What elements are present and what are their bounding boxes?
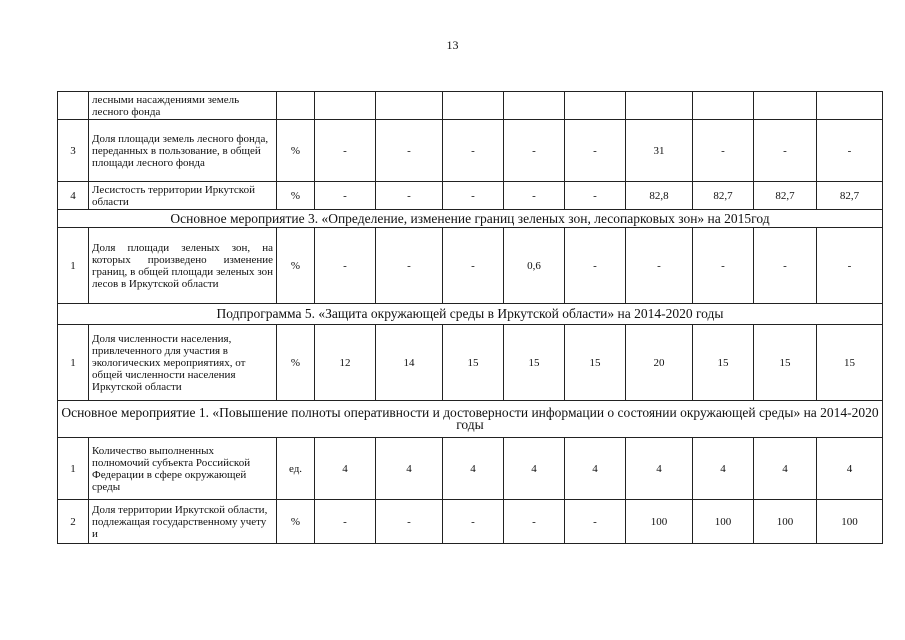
value-cell: 100 [817,500,883,544]
value-cell: 4 [754,438,817,500]
table-row [58,228,883,304]
indicator-name: Лесистость территории Иркутской области [89,182,277,210]
value-cell [693,92,754,120]
value-cell: 0,6 [504,228,565,304]
table-row [58,120,883,182]
value-cell: 15 [817,325,883,401]
value-cell [565,92,626,120]
indicator-name: Количество выполненных полномочий субъекта Российской Федерации в сфере окружающей среды [89,438,277,500]
page-number: 13 [446,38,459,52]
value-cell: - [315,228,376,304]
value-cell: 4 [443,438,504,500]
value-cell: - [443,120,504,182]
indicator-name: Доля площади земель лесного фонда, переданных в пользование, в общей площади лесного фонда [89,120,277,182]
unit-cell: % [277,325,315,401]
value-cell: 4 [626,438,693,500]
value-cell [443,92,504,120]
value-cell: 12 [315,325,376,401]
section-title: Основное мероприятие 3. «Определение, изменение границ зеленых зон, лесопарковых зон» на 2015год [58,210,883,228]
row-number: 2 [58,500,89,544]
value-cell [754,92,817,120]
value-cell: - [315,182,376,210]
value-cell: - [504,182,565,210]
value-cell [626,92,693,120]
value-cell: - [376,120,443,182]
value-cell: 4 [315,438,376,500]
table-row [58,325,883,401]
value-cell: 15 [693,325,754,401]
value-cell: - [376,182,443,210]
section-title: Основное мероприятие 1. «Повышение полноты оперативности и достоверности информации о состоянии окружающей среды» на 2014-2020 годы [58,401,883,438]
value-cell [817,92,883,120]
value-cell: 15 [754,325,817,401]
value-cell: 15 [443,325,504,401]
unit-cell: % [277,120,315,182]
unit-cell [277,92,315,120]
value-cell: - [443,228,504,304]
indicator-table [57,91,883,544]
unit-cell: % [277,182,315,210]
value-cell: - [817,120,883,182]
section-header-row [58,210,883,228]
value-cell: 100 [754,500,817,544]
value-cell: - [443,182,504,210]
value-cell: - [565,182,626,210]
value-cell: 20 [626,325,693,401]
row-number: 1 [58,438,89,500]
indicator-name: Доля численности населения, привлеченного для участия в экологических мероприятиях, от общей численности населения Иркутской области [89,325,277,401]
value-cell: - [504,120,565,182]
value-cell: - [315,120,376,182]
value-cell: 82,7 [693,182,754,210]
row-number: 3 [58,120,89,182]
value-cell: - [817,228,883,304]
value-cell: 82,7 [817,182,883,210]
unit-cell: % [277,500,315,544]
value-cell: - [376,500,443,544]
value-cell: - [754,228,817,304]
indicator-name: лесными насаждениями земель лесного фонда [89,92,277,120]
section-title: Подпрограмма 5. «Защита окружающей среды в Иркутской области» на 2014-2020 годы [58,304,883,325]
value-cell: - [626,228,693,304]
value-cell: - [443,500,504,544]
value-cell: 15 [565,325,626,401]
value-cell: - [693,120,754,182]
section-header-row [58,401,883,438]
row-number [58,92,89,120]
indicator-name: Доля площади зеленых зон, на которых произведено изменение границ, в общей площади зеленых зон лесов в Иркутской области [89,228,277,304]
value-cell: 15 [504,325,565,401]
value-cell: - [376,228,443,304]
table-row [58,92,883,120]
indicator-name: Доля территории Иркутской области, подлежащая государственному учету и [89,500,277,544]
value-cell: 100 [626,500,693,544]
value-cell: 82,8 [626,182,693,210]
value-cell: 14 [376,325,443,401]
value-cell: 4 [693,438,754,500]
value-cell [315,92,376,120]
value-cell [376,92,443,120]
unit-cell: ед. [277,438,315,500]
value-cell: 4 [376,438,443,500]
row-number: 4 [58,182,89,210]
value-cell: - [565,120,626,182]
value-cell: - [504,500,565,544]
value-cell: 4 [817,438,883,500]
value-cell: - [565,500,626,544]
value-cell: - [315,500,376,544]
table-row [58,438,883,500]
value-cell: 4 [504,438,565,500]
value-cell [504,92,565,120]
value-cell: - [754,120,817,182]
value-cell: - [565,228,626,304]
section-header-row [58,304,883,325]
value-cell: 31 [626,120,693,182]
value-cell: 4 [565,438,626,500]
table-row [58,500,883,544]
row-number: 1 [58,228,89,304]
unit-cell: % [277,228,315,304]
value-cell: 82,7 [754,182,817,210]
table-row [58,182,883,210]
row-number: 1 [58,325,89,401]
value-cell: - [693,228,754,304]
value-cell: 100 [693,500,754,544]
